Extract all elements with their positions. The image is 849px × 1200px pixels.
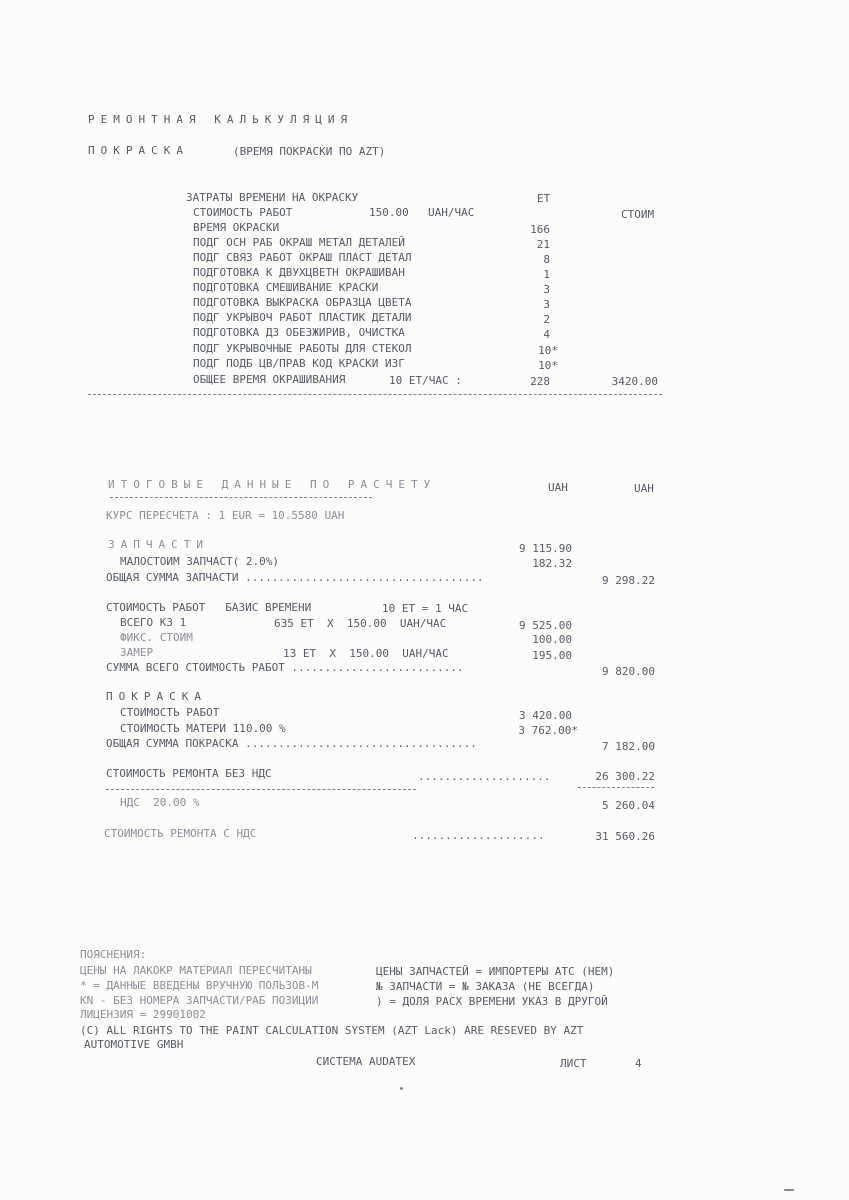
- labor-total-value: 9 820.00: [602, 665, 655, 678]
- copyright-line: (C) ALL RIGHTS TO THE PAINT CALCULATION SYSTEM (AZT Lack) ARE RESEVED BY AZT: [80, 1024, 584, 1037]
- labor-basis: 10 ЕТ = 1 ЧАС: [382, 602, 469, 615]
- divider: [88, 394, 662, 395]
- repair-cost-with-vat-value: 31 560.26: [595, 830, 655, 843]
- list-item-et: 3: [543, 298, 550, 311]
- column-header-uah-1: UAH: [548, 481, 568, 494]
- vat-value: 5 260.04: [602, 799, 655, 812]
- exchange-rate: КУРС ПЕРЕСЧЕТА : 1 EUR = 10.5580 UAH: [106, 509, 345, 522]
- column-header-uah-2: UAH: [634, 482, 654, 495]
- list-item-label: ВРЕМЯ ОКРАСКИ: [193, 221, 280, 234]
- paint-heading: ПОКРАСКА: [106, 690, 207, 703]
- total-painting-time-rate: 10 ЕТ/ЧАС :: [389, 374, 462, 387]
- sheet-number: 4: [635, 1057, 642, 1070]
- parts-total-label: ОБЩАЯ СУММА ЗАПЧАСТИ ....................................: [106, 571, 484, 584]
- total-painting-time-cost: 3420.00: [611, 375, 658, 388]
- labor-row-calc: 13 ЕТ X 150.00 UAH/ЧАС: [283, 647, 449, 660]
- divider: [578, 787, 654, 788]
- section-title-painting: ПОКРАСКА: [88, 144, 189, 157]
- small-parts-label: МАЛОСТОИМ ЗАПЧАСТ( 2.0%): [120, 555, 279, 568]
- painting-time-heading: ЗАТРАТЫ ВРЕМЕНИ НА ОКРАСКУ: [186, 191, 359, 204]
- note-line: * = ДАННЫЕ ВВЕДЕНЫ ВРУЧНУЮ ПОЛЬЗОВ-М: [80, 979, 319, 992]
- summary-heading: ИТОГОВЫЕ ДАННЫЕ ПО РАСЧЕТУ: [108, 478, 437, 491]
- paint-material-label: СТОИМОСТЬ МАТЕРИ 110.00 %: [120, 722, 286, 735]
- labor-row-label: ФИКС. СТОИМ: [120, 631, 193, 644]
- list-item-et: 166: [530, 223, 550, 236]
- list-item-et: 10*: [538, 344, 558, 357]
- list-item-et: 1: [543, 268, 550, 281]
- scan-speck: [400, 1087, 403, 1090]
- parts-value: 9 115.90: [519, 542, 572, 555]
- parts-total-value: 9 298.22: [602, 574, 655, 587]
- list-item-label: ПОДГОТОВКА К ДВУХЦВЕТН ОКРАШИВАН: [193, 266, 405, 279]
- list-item-et: 8: [543, 253, 550, 266]
- system-name: СИСТЕМА AUDATEX: [316, 1055, 416, 1068]
- repair-cost-with-vat-label: СТОИМОСТЬ РЕМОНТА С НДС: [104, 827, 257, 840]
- note-line: ) = ДОЛЯ РАСХ ВРЕМЕНИ УКАЗ В ДРУГОЙ: [376, 995, 608, 1008]
- labor-row-value: 9 525.00: [519, 619, 572, 632]
- list-item-et: 4: [543, 328, 550, 341]
- repair-cost-no-vat-label: СТОИМОСТЬ РЕМОНТА БЕЗ НДС: [106, 767, 272, 780]
- small-parts-value: 182.32: [532, 557, 572, 570]
- labor-rate-value: 150.00: [369, 206, 409, 219]
- note-line: № ЗАПЧАСТИ = № ЗАКАЗА (НЕ ВСЕГДА): [376, 980, 595, 993]
- dot-leader: ....................: [412, 829, 545, 842]
- list-item-label: ПОДГОТОВКА ВЫКРАСКА ОБРАЗЦА ЦВЕТА: [193, 296, 412, 309]
- sheet-label: ЛИСТ: [560, 1057, 587, 1070]
- note-line: ЦЕНЫ ЗАПЧАСТЕЙ = ИМПОРТЕРЫ АТС (НЕМ): [376, 965, 615, 978]
- total-painting-time-et: 228: [530, 375, 550, 388]
- note-line: ЛИЦЕНЗИЯ = 29901002: [80, 1008, 206, 1021]
- document-title: РЕМОНТНАЯ КАЛЬКУЛЯЦИЯ: [88, 113, 354, 126]
- labor-row-value: 195.00: [532, 649, 572, 662]
- paint-material-value: 3 762.00*: [518, 724, 578, 737]
- list-item-label: ПОДГОТОВКА ДЗ ОБЕЗЖИРИВ, ОЧИСТКА: [193, 326, 405, 339]
- list-item-et: 3: [543, 283, 550, 296]
- paint-work-value: 3 420.00: [519, 709, 572, 722]
- note-line: ЦЕНЫ НА ЛАКОКР МАТЕРИАЛ ПЕРЕСЧИТАНЫ: [80, 964, 312, 977]
- scan-speck: [784, 1189, 794, 1191]
- paint-total-label: ОБЩАЯ СУММА ПОКРАСКА ...................................: [106, 737, 477, 750]
- column-header-cost: СТОИМ: [621, 208, 655, 221]
- list-item-label: ПОДГОТОВКА СМЕШИВАНИЕ КРАСКИ: [193, 281, 379, 294]
- list-item-label: ПОДГ УКРЫВОЧ РАБОТ ПЛАСТИК ДЕТАЛИ: [193, 311, 412, 324]
- labor-row-label: ЗАМЕР: [120, 646, 154, 659]
- list-item-label: ПОДГ ПОДБ ЦВ/ПРАВ КОД КРАСКИ ИЗГ: [193, 357, 405, 370]
- list-item-label: ПОДГ ОСН РАБ ОКРАШ МЕТАЛ ДЕТАЛЕЙ: [193, 236, 405, 249]
- divider: [110, 497, 372, 498]
- copyright-line: AUTOMOTIVE GMBH: [84, 1038, 184, 1051]
- labor-total-label: СУММА ВСЕГО СТОИМОСТЬ РАБОТ ..........................: [106, 661, 464, 674]
- divider: [106, 789, 416, 790]
- list-item-et: 21: [536, 238, 550, 251]
- repair-cost-no-vat-value: 26 300.22: [595, 770, 655, 783]
- section-note: (ВРЕМЯ ПОКРАСКИ ПО AZT): [233, 145, 386, 158]
- total-painting-time-label: ОБЩЕЕ ВРЕМЯ ОКРАШИВАНИЯ: [193, 373, 346, 386]
- notes-heading: ПОЯСНЕНИЯ:: [80, 948, 147, 961]
- note-line: KN - БЕЗ НОМЕРА ЗАПЧАСТИ/РАБ ПОЗИЦИИ: [80, 994, 319, 1007]
- dot-leader: ....................: [418, 770, 551, 783]
- vat-label: НДС 20.00 %: [120, 796, 200, 809]
- labor-row-calc: 635 ЕТ X 150.00 UAH/ЧАС: [274, 617, 447, 630]
- labor-row-value: 100.00: [532, 633, 572, 646]
- parts-heading: ЗАПЧАСТИ: [108, 538, 209, 551]
- list-item-et: 10*: [538, 359, 558, 372]
- labor-rate-unit: UAH/ЧАС: [428, 206, 475, 219]
- paint-work-label: СТОИМОСТЬ РАБОТ: [120, 706, 220, 719]
- labor-rate-label: СТОИМОСТЬ РАБОТ: [193, 206, 293, 219]
- labor-heading: СТОИМОСТЬ РАБОТ БАЗИС ВРЕМЕНИ: [106, 601, 312, 614]
- labor-row-label: ВСЕГО КЗ 1: [120, 616, 187, 629]
- column-header-et: ЕТ: [537, 192, 551, 205]
- list-item-et: 2: [543, 313, 550, 326]
- paint-total-value: 7 182.00: [602, 740, 655, 753]
- list-item-label: ПОДГ УКРЫВОЧНЫЕ РАБОТЫ ДЛЯ СТЕКОЛ: [193, 342, 412, 355]
- list-item-label: ПОДГ СВЯЗ РАБОТ ОКРАШ ПЛАСТ ДЕТАЛ: [193, 251, 412, 264]
